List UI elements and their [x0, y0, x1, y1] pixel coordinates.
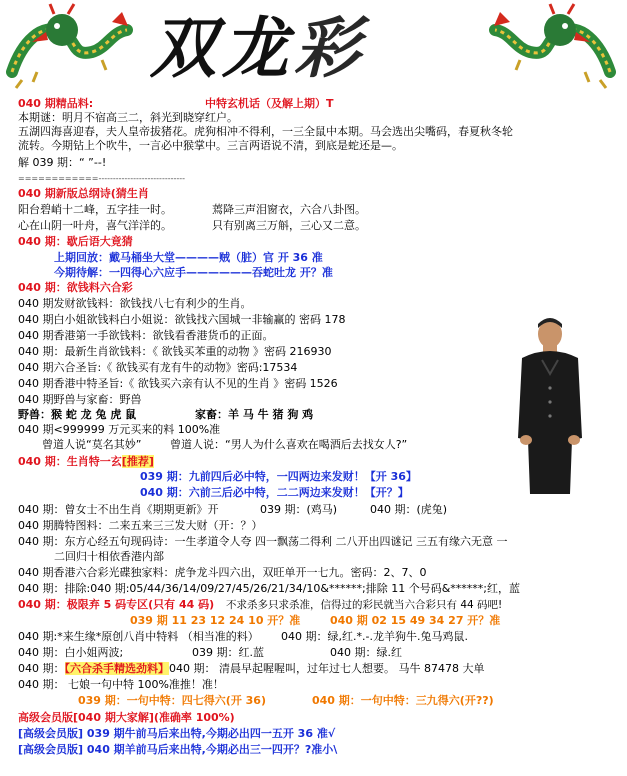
info-line: 040 期腾特图料：二来五来三三发大财（开：？） — [18, 519, 263, 532]
special-line: 040 期：六前三后必中特，二二两边来发财！【开？】 — [140, 486, 409, 499]
tip-line: 曾道人说：“男人为什么喜欢在喝酒后去找女人?” — [170, 438, 408, 451]
info-line: 040 期:*来生缘*原创八肖中特料 （相当准的料） — [18, 630, 259, 643]
sec2-label: 040 期新版总纲诗(猜生肖 — [18, 187, 149, 200]
sec3-label: 040 期：歇后语大竟猜 — [18, 235, 133, 248]
tip-line: 家畜：羊 马 牛 猪 狗 鸡 — [195, 408, 314, 421]
info-line: 040 期：绿,红.*.-.龙羊狗牛.兔马鸡鼠. — [281, 630, 468, 643]
tip-line: 野兽：猴 蛇 龙 兔 虎 鼠 — [18, 408, 137, 421]
tip-line: 040 期六合圣旨:《 欲钱买有龙有牛的动物》密码:17534 — [18, 361, 298, 374]
tip-line: 040 期白小姐欲钱料白小姐说：欲钱找六国城一非输赢的 密码 178 — [18, 313, 346, 326]
recommend-badge: [推荐] — [121, 455, 154, 468]
man-in-robe-image — [512, 318, 588, 494]
info-line: 040 期：东方心经五句现码诗：一生孝道令人夸 四一飘荡二得利 二八开出四谜记 三五有缘六无意 一 — [18, 535, 508, 548]
tip-line: 040 期：最新生肖欲钱料：《 欲钱买苯重的动物 》密码 216930 — [18, 345, 332, 358]
tip-line: 040 期发财欲钱料：欲钱找八七有利少的生肖。 — [18, 297, 252, 310]
info-line: 040 期：绿.红 — [330, 646, 402, 659]
killer-badge: 【六合杀手精选劲料】 — [64, 662, 169, 675]
sec1-line: 流转。今期钻上个吹牛，一言必中猴掌中。三言两语说不清，到底是蛇还是—。 — [18, 139, 403, 152]
info-line: 040 期：白小姐两波; — [18, 646, 124, 659]
tip-line: 040 期香港中特圣旨:《 欲钱买六亲有认不见的生肖 》密码 1526 — [18, 377, 338, 390]
footer-title: 高级会员版[040 期大家解](准确率 100%) — [18, 711, 235, 724]
kill-numbers-040: 040 期 02 15 49 34 27 开？准 — [330, 614, 501, 627]
footer-line: [高级会员版] 039 期牛前马后来出特,今期必出四一五开 36 准√ — [18, 727, 336, 740]
footer-line: [高级会员版] 040 期羊前马后来出特,今期必出三一四开？?准小\ — [18, 743, 338, 756]
info-line: 040 期： 七娘一句中特 100%准推！准！ — [18, 678, 224, 691]
special-line: 039 期：九前四后必中特，一四两边来发财！【开 36】 — [140, 470, 417, 483]
poem-line: 只有别离三万斛，三心又二意。 — [212, 219, 366, 232]
info-line: 不求杀多只求杀准，信得过的彩民就当六合彩只有 44 码吧! — [226, 599, 503, 611]
info-line: 040 期：(虎兔) — [370, 503, 448, 516]
info-line: 二回归十相依香港内部 — [54, 550, 164, 563]
sec1-line: 本期谜：明月不宿高三二，斜光到晓穿红户。 — [18, 111, 238, 124]
dragon-left-icon — [2, 2, 142, 94]
dragon-right-icon — [470, 2, 620, 94]
sec1-right-heading: 中特玄机话（及解上期）T — [205, 97, 334, 110]
poem-line: 蔫降三声泪窗衣，六合八卦图。 — [212, 203, 366, 216]
tip-line: 040 期香港第一手欲钱料：欲钱看香港货币的正面。 — [18, 329, 274, 342]
info-line: 039 期：(鸡马) — [260, 503, 338, 516]
tip-line: 曾道人说“莫名其妙” — [42, 438, 142, 451]
info-line: 040 期：极限弃 5 码专区(只有 44 码) — [18, 598, 215, 611]
tip-line: 040 期<999999 万元买来的料 100%准 — [18, 423, 221, 436]
sec4-label: 040 期：欲钱料六合彩 — [18, 281, 133, 294]
riddle-line: 上期回放：戴马桶坐大堂————贼（脏）官 开 36 准 — [54, 251, 323, 264]
sec1-label: 040 期精品料: — [18, 97, 94, 110]
tip-line: 040 期野兽与家畜：野兽 — [18, 393, 142, 406]
sec5-label: 040 期：生肖特一玄[推荐] — [18, 455, 154, 468]
poem-line: 心在山阴一叶舟，喜气洋洋的。 — [18, 219, 172, 232]
info-line: 040 期：【六合杀手精选劲料】040 期： 清晨早起喔喔叫，过年过七人想要。 马牛 87478 大单 — [18, 662, 485, 675]
separator: ============------------------------------ — [18, 174, 186, 183]
page-title: 双龙彩 — [150, 9, 366, 87]
sec1-line: 解 039 期：“ ”--! — [18, 156, 107, 169]
one-sentence-039: 039 期：一句中特：四七得六(开 36) — [78, 694, 266, 707]
kill-numbers-039: 039 期 11 23 12 24 10 开？准 — [130, 614, 301, 627]
poem-line: 阳台碧峭十二峰，五字挂一时。 — [18, 203, 172, 216]
info-line: 039 期：红.蓝 — [192, 646, 264, 659]
info-line: 040 期：曾女士不出生肖《期期更新》开 — [18, 503, 219, 516]
riddle-line: 今期待解：一四得心六应手——————吞蛇吐龙 开？准 — [54, 266, 333, 279]
sec1-line: 五湖四海喜迎春，夫人皇帝拔猪花。虎狗相冲不得利，一三全鼠中本期。马会选出尖嘴码，春夏秋冬轮 — [18, 125, 513, 138]
info-line: 040 期香港六合彩光碟独家料：虎争龙斗四六出，双旺单开一七九。密码：2、7、0 — [18, 566, 427, 579]
info-line: 040 期：排除:040 期:05/44/36/14/09/27/45/26/21/34/10&******;排除 11 个号码&******;红，蓝 — [18, 582, 520, 595]
one-sentence-040: 040 期：一句中特：三九得六(开??) — [312, 694, 494, 707]
